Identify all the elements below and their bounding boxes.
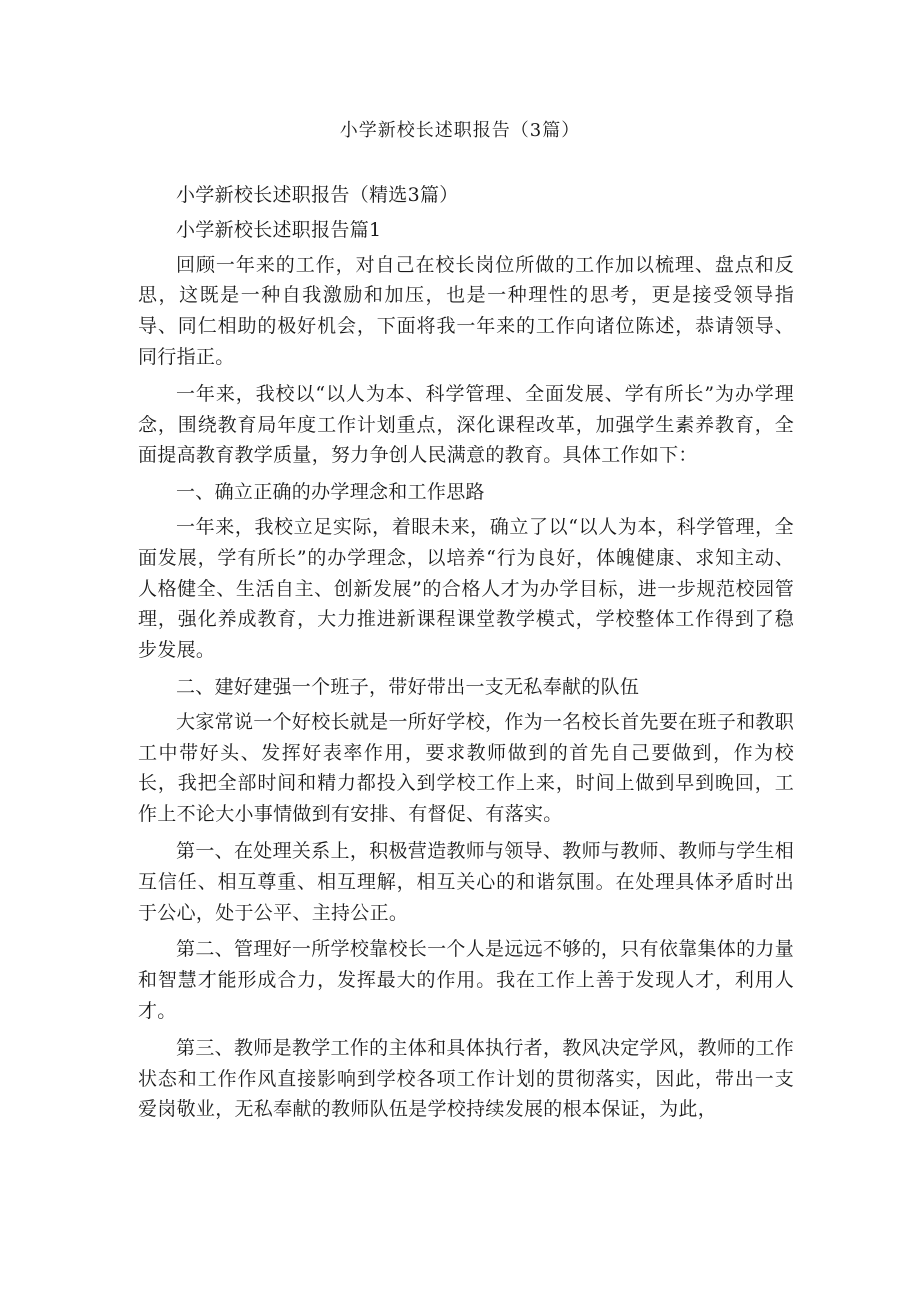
paragraph-philosophy: 一年来，我校立足实际，着眼未来，确立了以“以人为本，科学管理，全面发展，学有所长”的办学理念，以培养“行为良好，体魄健康、求知主动、人格健全、生活自主、创新发展”的合格人才为办学目标，进一步规范校园管理，强化养成教育，大力推进新课程课堂教学模式，学校整体工作得到了稳步发展。 xyxy=(138,515,794,662)
subtitle-selected: 小学新校长述职报告（精选3篇） xyxy=(176,184,459,206)
paragraph-third: 第三、教师是教学工作的主体和具体执行者，教风决定学风，教师的工作状态和工作作风直接影响到学校各项工作计划的贯彻落实，因此，带出一支爱岗敬业，无私奉献的教师队伍是学校持续发展的根本保证，为此， xyxy=(138,1036,794,1121)
paragraph-overview: 一年来，我校以“以人为本、科学管理、全面发展、学有所长”为办学理念，围绕教育局年度工作计划重点，深化课程改革，加强学生素养教育，全面提高教育教学质量，努力争创人民满意的教育。具体工作如下： xyxy=(138,382,794,467)
paragraph-leadership: 大家常说一个好校长就是一所好学校，作为一名校长首先要在班子和教职工中带好头、发挥好表率作用，要求教师做到的首先自己要做到，作为校长，我把全部时间和精力都投入到学校工作上来，时间上做到早到晚回，工作上不论大小事情做到有安排、有督促、有落实。 xyxy=(138,710,794,826)
document-title: 小学新校长述职报告（3篇） xyxy=(339,120,581,141)
document-body xyxy=(138,180,794,1131)
heading-two: 二、建好建强一个班子，带好带出一支无私奉献的队伍 xyxy=(176,675,640,698)
heading-one: 一、确立正确的办学理念和工作思路 xyxy=(176,481,485,504)
paragraph-first: 第一、在处理关系上，积极营造教师与领导、教师与教师、教师与学生相互信任、相互尊重、相互理解，相互关心的和谐氛围。在处理具体矛盾时出于公心，处于公平、主持公正。 xyxy=(138,839,794,924)
paragraph-second: 第二、管理好一所学校靠校长一个人是远远不够的，只有依靠集体的力量和智慧才能形成合力，发挥最大的作用。我在工作上善于发现人才，利用人才。 xyxy=(138,938,794,1022)
paragraph-review: 回顾一年来的工作，对自己在校长岗位所做的工作加以梳理、盘点和反思，这既是一种自我激励和加压，也是一种理性的思考，更是接受领导指导、同仁相助的极好机会，下面将我一年来的工作向诸位陈述，恭请领导、同行指正。 xyxy=(138,253,794,368)
section-title-part1: 小学新校长述职报告篇1 xyxy=(176,218,382,241)
